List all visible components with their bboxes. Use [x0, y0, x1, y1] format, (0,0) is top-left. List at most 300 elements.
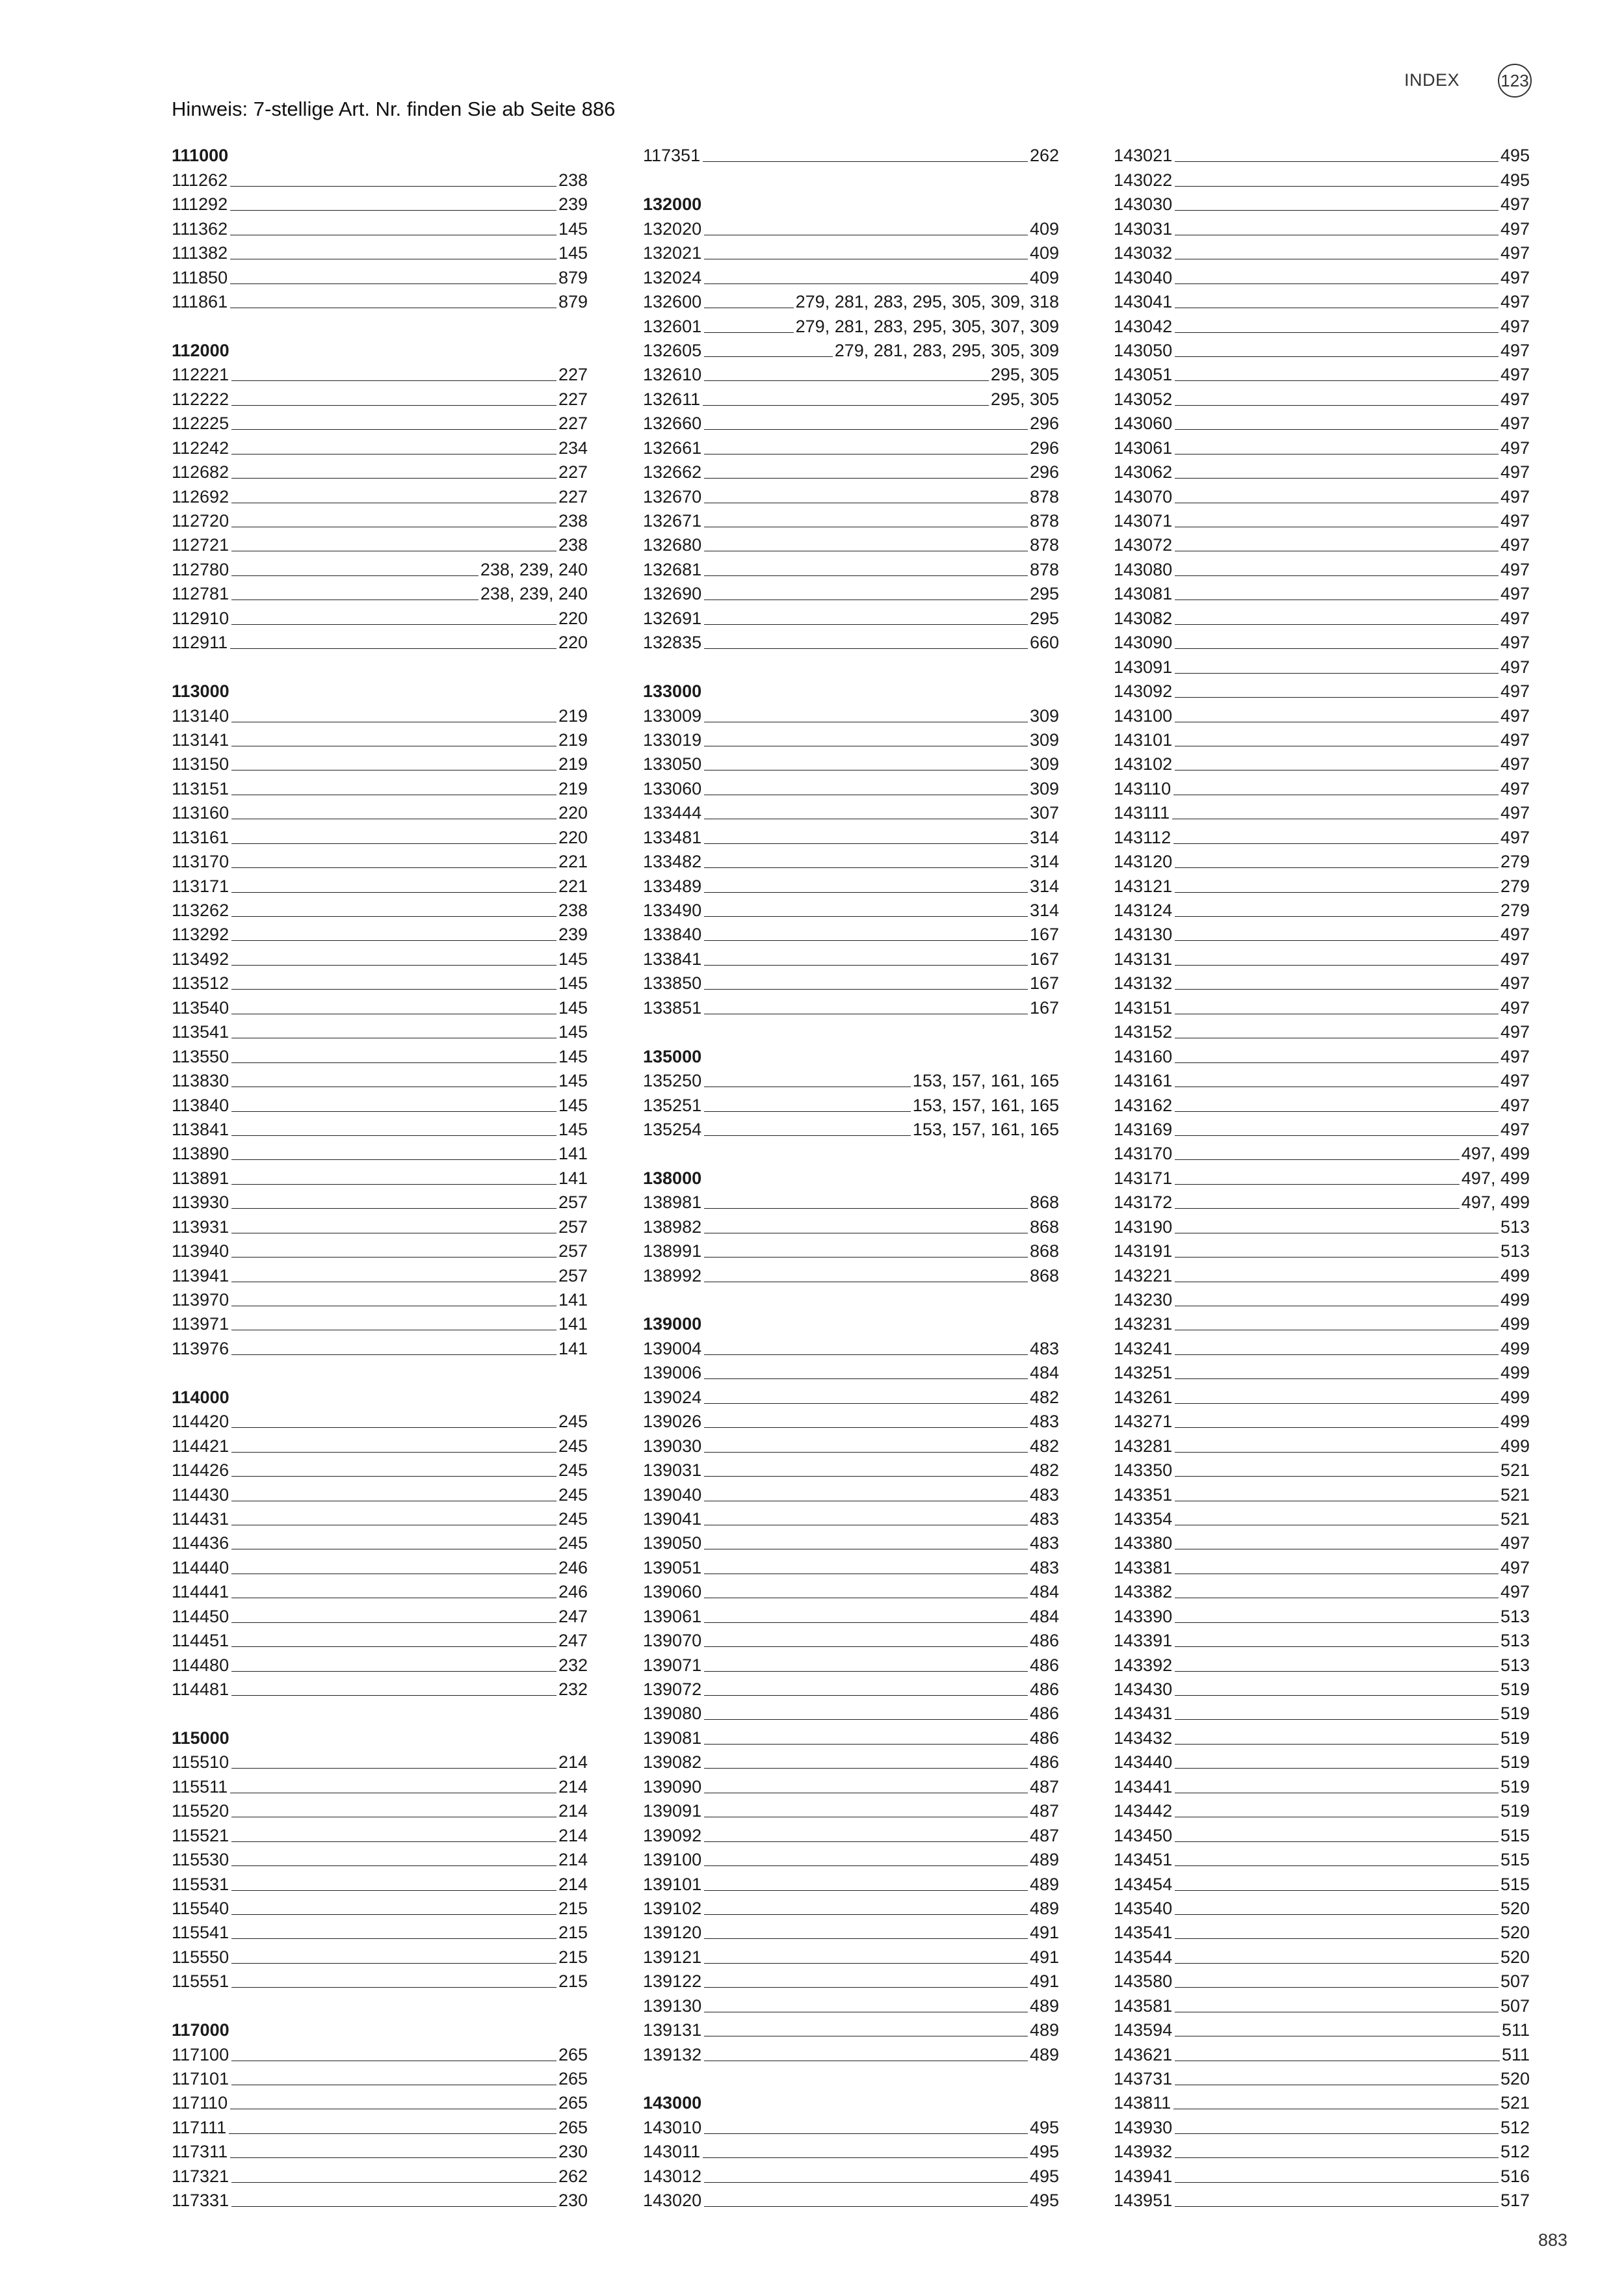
index-entry [1114, 943, 1530, 968]
page-reference: 227 [558, 462, 588, 482]
leader-line [231, 843, 557, 844]
index-entry [1114, 968, 1530, 992]
article-number: 113941 [172, 1265, 229, 1285]
index-entry [1114, 1285, 1530, 1309]
page-reference: 489 [1029, 1996, 1059, 2016]
article-number: 132835 [643, 633, 702, 653]
article-number: 143811 [1114, 2093, 1172, 2113]
index-entry [643, 2185, 1059, 2209]
index-entry [643, 579, 1059, 603]
page-reference: 483 [1029, 1557, 1059, 1577]
article-number: 143951 [1114, 2191, 1173, 2211]
article-number: 139122 [643, 1971, 702, 1992]
index-entry [643, 140, 1059, 165]
index-entry [1114, 165, 1530, 189]
leader-line [704, 1403, 1028, 1404]
index-entry [172, 554, 588, 578]
leader-line [231, 1452, 557, 1453]
page-reference: 230 [558, 2142, 588, 2162]
article-number: 139031 [643, 1460, 702, 1481]
group-heading-number: 115000 [172, 1728, 229, 1748]
leader-line [231, 1427, 557, 1428]
leader-line [231, 989, 557, 990]
article-number: 138992 [643, 1265, 702, 1285]
leader-line [1175, 1452, 1499, 1453]
article-number: 139004 [643, 1338, 702, 1358]
page-reference: 238 [558, 535, 588, 555]
leader-line [704, 1378, 1028, 1379]
leader-line [1175, 2133, 1499, 2134]
index-entry [172, 360, 588, 384]
article-number: 143580 [1114, 1971, 1173, 1992]
page-reference: 511 [1501, 2044, 1530, 2064]
index-entry [172, 2137, 588, 2161]
page-reference: 487 [1029, 1776, 1059, 1797]
index-entry [643, 1382, 1059, 1406]
article-number: 143544 [1114, 1947, 1173, 1967]
leader-line [704, 429, 1028, 430]
page-reference: 145 [558, 218, 588, 239]
leader-line [704, 599, 1028, 600]
index-entry [1114, 360, 1530, 384]
page-reference: 214 [558, 1752, 588, 1772]
leader-line [231, 1841, 557, 1842]
article-number: 113891 [172, 1168, 229, 1188]
index-entry [643, 1260, 1059, 1284]
index-entry [172, 871, 588, 895]
article-number: 143241 [1114, 1338, 1173, 1358]
article-number: 143162 [1114, 1095, 1173, 1115]
page-reference: 499 [1500, 1412, 1530, 1432]
page-reference: 868 [1029, 1217, 1059, 1237]
page-reference: 520 [1500, 2069, 1530, 2088]
leader-line [704, 1938, 1028, 1939]
page-reference: 497 [1500, 633, 1530, 653]
page-reference: 497 [1500, 778, 1530, 798]
leader-line [231, 1987, 557, 1988]
article-number: 133444 [643, 803, 702, 823]
index-entry [172, 1869, 588, 1893]
page-reference: 499 [1500, 1387, 1530, 1407]
article-number: 114430 [172, 1484, 229, 1505]
page-reference: 265 [558, 2117, 588, 2137]
page-reference: 246 [558, 1582, 588, 1602]
leader-line [1175, 1378, 1499, 1379]
article-number: 115531 [172, 1874, 229, 1894]
index-entry [643, 287, 1059, 311]
leader-line [1175, 1403, 1499, 1404]
index-entry [643, 457, 1059, 481]
index-entry [172, 506, 588, 530]
page-reference: 497 [1500, 462, 1530, 482]
page-reference: 495 [1500, 146, 1530, 166]
page-reference: 497 [1500, 340, 1530, 360]
index-entry [643, 2112, 1059, 2136]
leader-line [704, 2206, 1028, 2207]
article-number: 143160 [1114, 1046, 1173, 1066]
article-number: 112721 [172, 535, 229, 555]
index-entry [172, 1626, 588, 1650]
leader-line [704, 1257, 1028, 1258]
article-number: 143594 [1114, 2020, 1173, 2040]
page-reference: 296 [1029, 438, 1059, 458]
group-heading-number: 135000 [643, 1046, 702, 1066]
article-number: 143391 [1114, 1631, 1173, 1651]
article-number: 143022 [1114, 170, 1173, 190]
index-entry [172, 1552, 588, 1576]
page-reference: 232 [558, 1680, 588, 1699]
leader-line [231, 1890, 557, 1891]
page-reference: 497, 499 [1461, 1168, 1530, 1188]
index-entry [172, 1820, 588, 1844]
page-reference: 145 [558, 1022, 588, 1042]
article-number: 143050 [1114, 340, 1173, 360]
article-number: 113171 [172, 876, 229, 896]
page-reference: 507 [1500, 1996, 1530, 2016]
article-number: 139070 [643, 1631, 702, 1651]
page-reference: 497 [1500, 267, 1530, 287]
index-entry [172, 1966, 588, 1990]
article-number: 117110 [172, 2093, 228, 2113]
page-reference: 145 [558, 1095, 588, 1115]
leader-line [1175, 2182, 1499, 2183]
index-column-2 [643, 140, 1059, 2209]
page-reference: 279 [1500, 876, 1530, 896]
index-entry [643, 1430, 1059, 1455]
page-reference: 483 [1029, 1484, 1059, 1505]
index-entry [643, 1333, 1059, 1357]
article-number: 143581 [1114, 1996, 1173, 2016]
spacer [172, 1990, 588, 2014]
leader-line [231, 1111, 557, 1112]
page-reference: 141 [558, 1168, 588, 1188]
index-entry [1114, 1309, 1530, 1333]
index-entry [1114, 336, 1530, 360]
leader-line [231, 405, 557, 406]
index-entry [1114, 1747, 1530, 1771]
article-number: 143101 [1114, 730, 1173, 750]
article-number: 143132 [1114, 973, 1173, 994]
page-reference: 153, 157, 161, 165 [912, 1071, 1059, 1091]
leader-line [704, 940, 1028, 941]
page-reference: 486 [1029, 1631, 1059, 1651]
index-entry [643, 992, 1059, 1016]
article-number: 143432 [1114, 1728, 1173, 1748]
article-number: 143390 [1114, 1606, 1173, 1626]
page-reference: 215 [558, 1898, 588, 1918]
leader-line [1175, 1671, 1499, 1672]
page-reference: 517 [1500, 2191, 1530, 2211]
page-reference: 232 [558, 1655, 588, 1675]
article-number: 117101 [172, 2069, 229, 2088]
leader-line [231, 892, 557, 893]
page-reference: 219 [558, 705, 588, 726]
article-number: 113841 [172, 1119, 229, 1139]
leader-line [704, 2182, 1028, 2183]
article-number: 143021 [1114, 146, 1173, 166]
index-entry [172, 2064, 588, 2088]
article-number: 135250 [643, 1071, 702, 1091]
group-heading [172, 1722, 588, 1746]
article-number: 143112 [1114, 827, 1172, 847]
index-column-3 [1114, 140, 1530, 2209]
index-entry [172, 1917, 588, 1942]
page-reference: 279, 281, 283, 295, 305, 309 [834, 340, 1059, 360]
leader-line [1175, 1890, 1499, 1891]
index-entry [643, 773, 1059, 797]
leader-line [1175, 1938, 1499, 1939]
leader-line [231, 1938, 557, 1939]
leader-line [1175, 1719, 1499, 1720]
page-reference: 167 [1029, 925, 1059, 945]
article-number: 139091 [643, 1801, 702, 1821]
index-entry [1114, 627, 1530, 652]
page-reference: 221 [558, 852, 588, 872]
page-reference: 245 [558, 1436, 588, 1456]
index-entry [172, 1114, 588, 1139]
index-entry [643, 1552, 1059, 1576]
leader-line [704, 965, 1028, 966]
article-number: 139050 [643, 1533, 702, 1553]
page-reference: 309 [1029, 754, 1059, 774]
page-reference: 145 [558, 1071, 588, 1091]
page-reference: 497 [1500, 973, 1530, 994]
article-number: 117321 [172, 2166, 229, 2186]
leader-line [704, 332, 794, 333]
page-reference: 145 [558, 949, 588, 969]
article-number: 139101 [643, 1874, 702, 1894]
index-entry [643, 1114, 1059, 1139]
index-entry [1114, 554, 1530, 578]
index-entry [172, 287, 588, 311]
leader-line [1175, 1914, 1499, 1915]
article-number: 143442 [1114, 1801, 1173, 1821]
leader-line [1175, 1427, 1499, 1428]
article-number: 112692 [172, 486, 229, 507]
leader-line [1175, 161, 1499, 162]
page-reference: 878 [1029, 511, 1059, 531]
leader-line [1175, 1695, 1499, 1696]
page-reference: 497, 499 [1461, 1144, 1530, 1164]
article-number: 132020 [643, 218, 702, 239]
page-reference: 497 [1500, 486, 1530, 507]
page-reference: 499 [1500, 1338, 1530, 1358]
index-entry [643, 1747, 1059, 1771]
group-heading-number: 138000 [643, 1168, 702, 1188]
page-reference: 227 [558, 486, 588, 507]
article-number: 138982 [643, 1217, 702, 1237]
page-reference: 484 [1029, 1582, 1059, 1602]
page-reference: 238 [558, 511, 588, 531]
index-entry [1114, 895, 1530, 919]
index-entry [643, 2015, 1059, 2039]
index-entry [1114, 1650, 1530, 1674]
article-number: 114436 [172, 1533, 229, 1553]
index-entry [643, 213, 1059, 237]
leader-line [1175, 1768, 1499, 1769]
group-heading-number: 133000 [643, 681, 702, 702]
page-reference: 214 [558, 1874, 588, 1894]
leader-line [231, 1062, 557, 1063]
page-reference: 497 [1500, 535, 1530, 555]
leader-line [1175, 405, 1499, 406]
article-number: 133490 [643, 901, 702, 920]
leader-line [1175, 478, 1499, 479]
page-reference: 521 [1500, 1460, 1530, 1481]
index-entry [643, 822, 1059, 846]
page-reference: 512 [1500, 2142, 1530, 2162]
index-entry [643, 554, 1059, 578]
group-heading [643, 189, 1059, 213]
page-reference: 145 [558, 997, 588, 1018]
leader-line [231, 1963, 557, 1964]
article-number: 132671 [643, 511, 702, 531]
page-reference: 484 [1029, 1606, 1059, 1626]
article-number: 143100 [1114, 705, 1173, 726]
leader-line [1175, 1987, 1499, 1988]
index-entry [172, 1942, 588, 1966]
index-entry [172, 1601, 588, 1625]
index-entry [172, 895, 588, 919]
index-entry [172, 530, 588, 554]
page-reference: 497 [1500, 1557, 1530, 1577]
index-entry [1114, 1163, 1530, 1187]
article-number: 113161 [172, 827, 229, 847]
article-number: 133482 [643, 852, 702, 872]
page-reference: 141 [558, 1144, 588, 1164]
page-reference: 495 [1500, 170, 1530, 190]
index-entry [172, 262, 588, 286]
index-entry [643, 1820, 1059, 1844]
leader-line [231, 940, 557, 941]
page-reference: 497 [1500, 584, 1530, 604]
page-reference: 497 [1500, 1046, 1530, 1066]
index-entry [1114, 725, 1530, 749]
page-reference: 167 [1029, 949, 1059, 969]
index-entry [643, 1577, 1059, 1601]
group-heading [643, 676, 1059, 700]
leader-line [231, 1135, 557, 1136]
article-number: 135251 [643, 1095, 702, 1115]
leader-line [1175, 1476, 1499, 1477]
group-heading-number: 114000 [172, 1387, 229, 1407]
article-number: 111262 [172, 170, 228, 190]
index-entry [1114, 1236, 1530, 1260]
index-entry [1114, 287, 1530, 311]
page-reference: 227 [558, 389, 588, 409]
index-entry [1114, 1845, 1530, 1869]
leader-line [1175, 697, 1499, 698]
page-reference: 295, 305 [990, 365, 1059, 385]
leader-line [1175, 2206, 1499, 2207]
page-reference: 497 [1500, 559, 1530, 579]
page-reference: 257 [558, 1241, 588, 1261]
page-reference: 482 [1029, 1436, 1059, 1456]
index-entry [1114, 2064, 1530, 2088]
leader-line [231, 965, 557, 966]
group-heading-number: 139000 [643, 1314, 702, 1334]
article-number: 139030 [643, 1436, 702, 1456]
index-entry [643, 1406, 1059, 1430]
page-reference: 495 [1029, 2166, 1059, 2186]
page-reference: 499 [1500, 1363, 1530, 1383]
article-number: 111362 [172, 218, 228, 239]
page-reference: 513 [1500, 1241, 1530, 1261]
leader-line [1175, 1865, 1499, 1866]
article-number: 133009 [643, 705, 702, 726]
page-reference: 141 [558, 1290, 588, 1310]
index-entry [643, 1236, 1059, 1260]
index-entry [172, 432, 588, 456]
article-number: 132680 [643, 535, 702, 555]
leader-line [704, 892, 1028, 893]
index-entry [1114, 1552, 1530, 1576]
leader-line [1175, 1841, 1499, 1842]
chapter-number-badge: 123 [1498, 64, 1532, 98]
index-entry [1114, 1358, 1530, 1382]
page-hint: Hinweis: 7-stellige Art. Nr. finden Sie ab Seite 886 [172, 98, 616, 120]
index-entry [643, 1066, 1059, 1090]
page-reference: 519 [1500, 1801, 1530, 1821]
article-number: 143281 [1114, 1436, 1173, 1456]
page-reference: 497 [1500, 949, 1530, 969]
index-entry [1114, 2185, 1530, 2209]
index-entry [172, 1017, 588, 1041]
article-number: 143042 [1114, 316, 1173, 336]
page-reference: 495 [1029, 2142, 1059, 2162]
article-number: 143152 [1114, 1022, 1173, 1042]
article-number: 143354 [1114, 1508, 1173, 1529]
index-entry [1114, 603, 1530, 627]
index-entry [172, 1479, 588, 1503]
article-number: 143170 [1114, 1144, 1173, 1164]
article-number: 132681 [643, 559, 702, 579]
index-entry [1114, 1626, 1530, 1650]
page-reference: 868 [1029, 1265, 1059, 1285]
index-entry [1114, 1966, 1530, 1990]
leader-line [1175, 916, 1499, 917]
index-entry [172, 700, 588, 724]
leader-line [231, 2182, 557, 2183]
index-entry [643, 2161, 1059, 2185]
article-number: 143381 [1114, 1557, 1173, 1577]
page-reference: 214 [558, 1825, 588, 1845]
article-number: 132601 [643, 316, 702, 336]
index-entry [172, 749, 588, 773]
page-reference: 515 [1500, 1850, 1530, 1870]
page-number: 883 [1538, 2230, 1568, 2250]
article-number: 114421 [172, 1436, 229, 1456]
leader-line [231, 916, 557, 917]
leader-line [704, 1111, 911, 1112]
group-heading [643, 1163, 1059, 1187]
index-entry [1114, 1577, 1530, 1601]
index-entry [1114, 408, 1530, 432]
index-entry [1114, 1893, 1530, 1917]
article-number: 112225 [172, 414, 229, 434]
article-number: 114440 [172, 1557, 229, 1577]
leader-line [703, 405, 989, 406]
page-reference: 215 [558, 1947, 588, 1967]
index-entry [1114, 700, 1530, 724]
leader-line [704, 1135, 911, 1136]
article-number: 114426 [172, 1460, 229, 1481]
leader-line [1175, 1135, 1499, 1136]
page-reference: 279, 281, 283, 295, 305, 307, 309 [795, 316, 1059, 336]
index-entry [172, 847, 588, 871]
article-number: 143169 [1114, 1119, 1173, 1139]
page-reference: 220 [558, 827, 588, 847]
